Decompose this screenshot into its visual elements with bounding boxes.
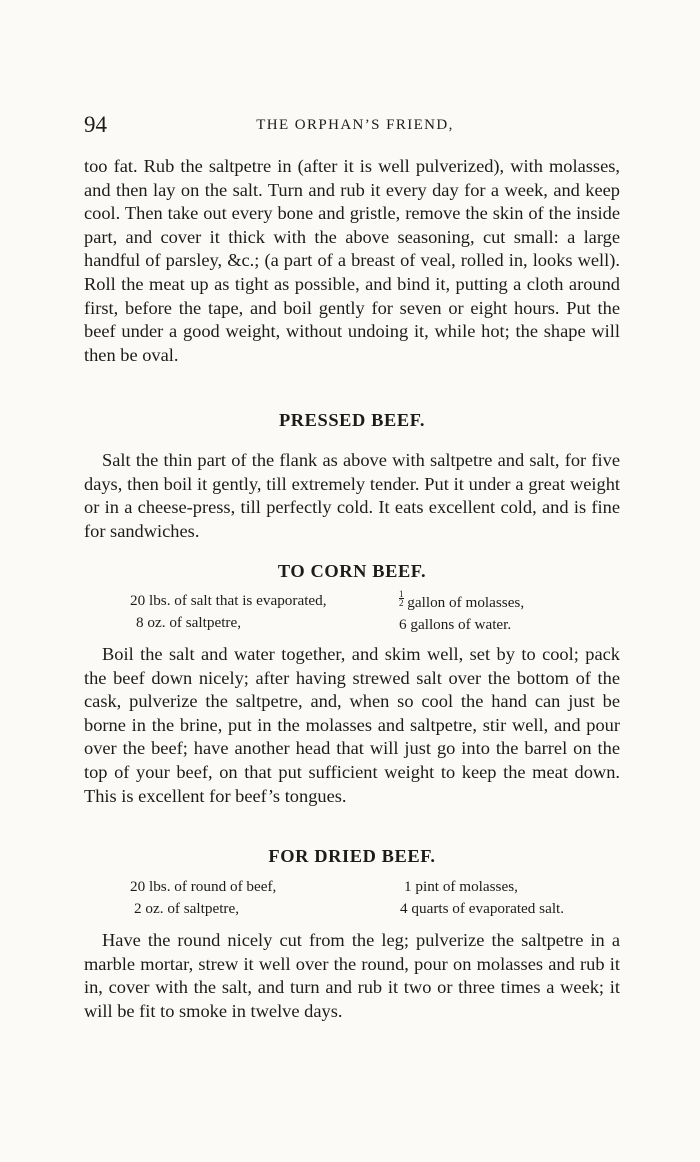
corn-beef-ingredients-right — [399, 590, 524, 636]
ingredient-item: $\frac{1}{2}$ gallon of molasses, — [399, 589, 525, 611]
dried-beef-heading: FOR DRIED BEEF. — [268, 846, 436, 866]
ingredient-item: 6 gallons of water. — [399, 616, 512, 633]
dried-beef-text: Have the round nicely cut from the leg; pulverize the saltpetre in a marble mortar, strew it well over the round, pour on molasses and rub it in, cover with the salt, and turn and rub it two or three times a week; it will be fit to smoke in twelve days. — [84, 930, 620, 1021]
page-header — [84, 112, 620, 142]
fraction-half: $\frac{1}{2}$ — [399, 589, 404, 608]
ingredient-item: 20 lbs. of round of beef, — [130, 878, 277, 895]
pressed-beef-text: Salt the thin part of the flank as above with saltpetre and salt, for five days, then boil it gently, till extremely tender. Put it under a great weight or in a cheese-press, till perfectly cold. It eats excellent cold, and is fine for sandwiches. — [84, 450, 620, 541]
ingredient-item: 4 quarts of evaporated salt. — [400, 900, 565, 917]
corn-beef-ingredients-left — [130, 590, 327, 634]
ingredient-item: 2 oz. of saltpetre, — [134, 900, 240, 917]
page-number: 94 — [84, 112, 107, 137]
dried-beef-ingredients-right — [400, 876, 564, 920]
ingredient-item: 20 lbs. of salt that is evaporated, — [130, 592, 327, 609]
intro-paragraph: too fat. Rub the saltpetre in (after it is well pulverized), with molasses, and then lay on the salt. Turn and rub it every day for a week, and keep cool. Then take out every bone and gristle, remove the skin of the inside part, and cover it thick with the above seasoning, cut small: a large handful of parsley, &c.; (a part of a breast of veal, rolled in, looks well). Roll the meat up as tight as possible, and bind it, putting a cloth around first, before the tape, and boil gently for seven or eight hours. Put the beef under a good weight, without undoing it, while hot; the shape will then be oval. — [84, 156, 620, 365]
dried-beef-ingredients-left — [130, 876, 276, 920]
ingredient-item: 1 pint of molasses, — [404, 878, 518, 895]
running-title: THE ORPHAN’S FRIEND, — [256, 117, 454, 133]
pressed-beef-heading: PRESSED BEEF. — [278, 410, 426, 430]
corn-beef-heading: TO CORN BEEF. — [277, 561, 427, 581]
ingredient-item: 8 oz. of saltpetre, — [136, 614, 242, 631]
corn-beef-text: Boil the salt and water together, and skim well, set by to cool; pack the beef down nicely; after having strewed salt over the bottom of the cask, pulverize the saltpetre, and, when so cool the hand can just be borne in the brine, put in the molasses and saltpetre, stir well, and pour over the beef; have another head that will just go into the barrel on the top of your beef, on that put sufficient weight to keep the meat down. This is excellent for beef’s tongues. — [84, 644, 620, 806]
